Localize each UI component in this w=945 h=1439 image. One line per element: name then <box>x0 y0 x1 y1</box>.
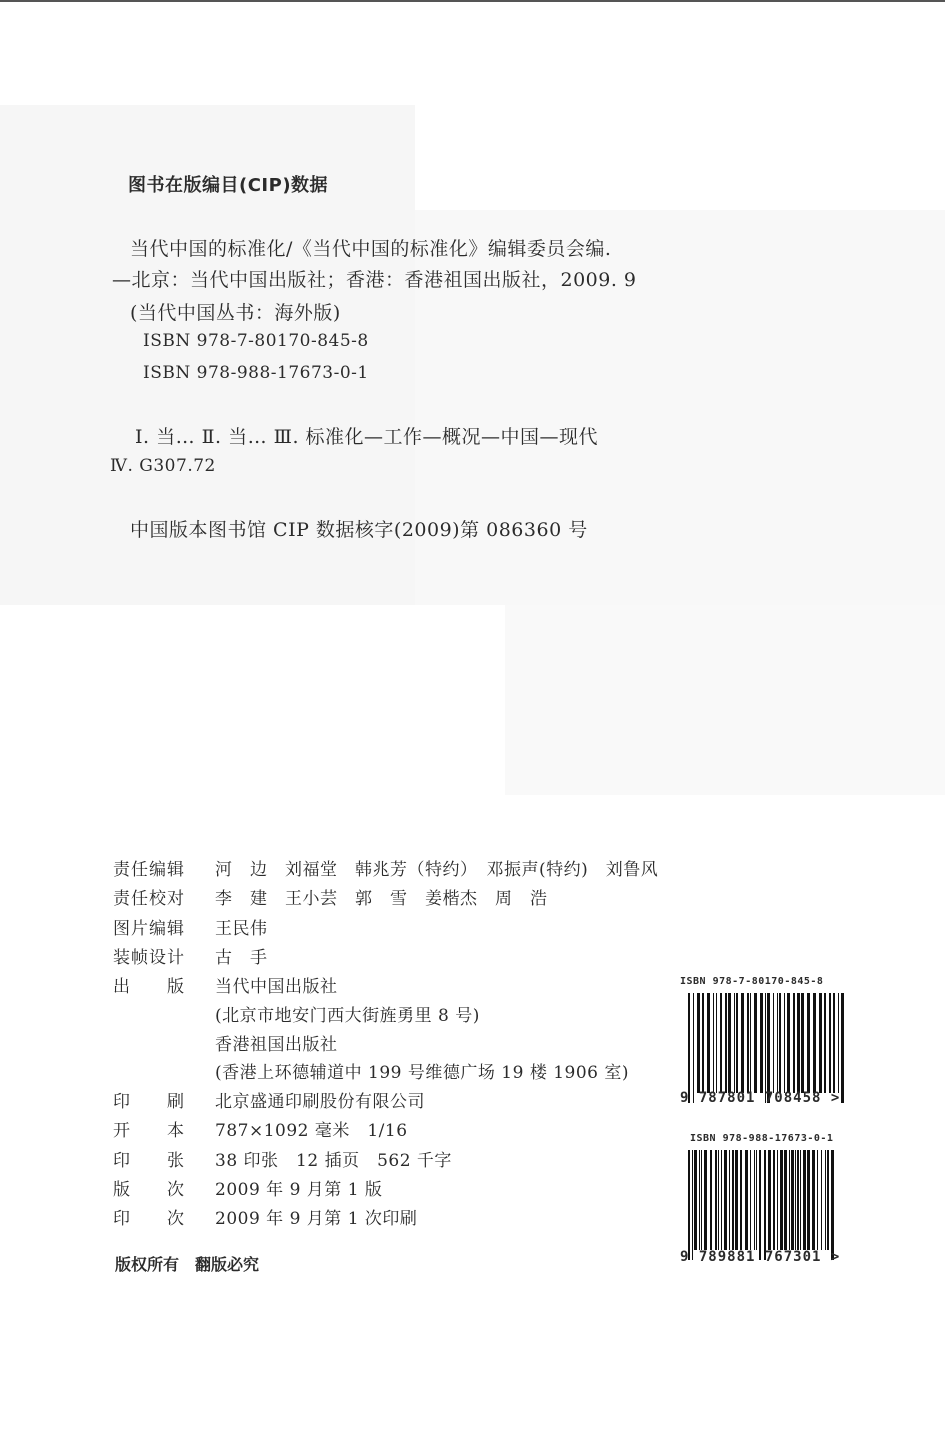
barcode-bar <box>736 993 738 1093</box>
barcode-isbn-label: ISBN 978-7-80170-845-8 <box>680 976 824 987</box>
barcode-bar <box>779 993 781 1093</box>
barcode-bar <box>756 1150 757 1250</box>
barcode-bar <box>732 1150 734 1250</box>
credit-value: 王民伟 <box>215 919 268 939</box>
barcode-digits: 9 787801 708458 > <box>680 1090 841 1106</box>
barcode-bar <box>702 993 704 1093</box>
cip-verification: 中国版本图书馆 CIP 数据核字(2009)第 086360 号 <box>130 519 588 541</box>
cip-publisher-line: —北京：当代中国出版社；香港：香港祖国出版社，2009. 9 <box>112 269 637 291</box>
credit-value: 河 边 刘福堂 韩兆芳（特约） 邓振声(特约) 刘鲁风 <box>215 860 659 880</box>
credit-value: 古 手 <box>215 948 268 968</box>
credit-label: 图片编辑 <box>113 919 185 939</box>
barcode-bar <box>829 993 831 1093</box>
credit-value: 李 建 王小芸 郭 雪 姜楷杰 周 浩 <box>215 889 548 909</box>
barcode-bar <box>787 993 790 1093</box>
barcode-bar <box>838 993 839 1093</box>
credit-label: 版 次 <box>113 1180 185 1200</box>
credit-value: 787×1092 毫米 1/16 <box>215 1121 408 1141</box>
barcode-bar <box>716 993 717 1093</box>
barcode-bar <box>807 1150 810 1250</box>
barcode-bar <box>718 1150 719 1250</box>
barcode-bar <box>773 993 774 1093</box>
barcode-bar <box>707 993 710 1093</box>
barcode-bar <box>764 1150 766 1260</box>
credit-value: 38 印张 12 插页 562 千字 <box>215 1151 452 1171</box>
barcode-bar <box>800 1150 801 1250</box>
barcode-bar <box>741 993 744 1093</box>
barcode-bar <box>825 1150 826 1250</box>
credit-label: 印 刷 <box>113 1092 185 1112</box>
credit-value: 当代中国出版社 <box>215 977 338 997</box>
barcode-bar <box>793 993 795 1093</box>
barcode-bar <box>692 1150 693 1260</box>
barcode-bar <box>765 993 766 1103</box>
barcode-isbn-label: ISBN 978-988-17673-0-1 <box>690 1133 834 1144</box>
credit-label: 责任校对 <box>113 889 185 909</box>
barcode-bar <box>821 1150 822 1250</box>
barcode-bar <box>734 993 735 1093</box>
barcode-bar <box>710 1150 712 1250</box>
credit-value: 香港祖国出版社 <box>215 1035 338 1055</box>
barcode-bar <box>841 993 844 1103</box>
barcode-bar <box>801 993 804 1093</box>
credit-value: 2009 年 9 月第 1 次印刷 <box>215 1209 418 1229</box>
barcode-bar <box>807 993 810 1093</box>
barcode-bar <box>750 993 751 1093</box>
cip-series-line: (当代中国丛书：海外版) <box>130 302 341 324</box>
credit-value: (北京市地安门西大街旌勇里 8 号) <box>215 1006 480 1026</box>
barcode-bar <box>791 1150 794 1250</box>
barcode-bar <box>745 1150 748 1250</box>
barcode-bars <box>688 993 848 1093</box>
barcode-bar <box>767 993 770 1103</box>
barcode-bar <box>735 1150 738 1250</box>
barcode-bar <box>729 1150 730 1250</box>
cip-isbn-1: ISBN 978-7-80170-845-8 <box>143 331 369 351</box>
barcode-bar <box>725 993 727 1093</box>
barcode-bar <box>795 1150 796 1250</box>
barcode-1 <box>680 976 850 1106</box>
credit-value: 北京盛通印刷股份有限公司 <box>215 1092 425 1112</box>
barcode-bar <box>728 993 731 1093</box>
barcode-bar <box>817 1150 818 1250</box>
barcode-bar <box>819 993 822 1093</box>
barcode-bar <box>704 1150 707 1250</box>
copyright-notice: 版权所有 翻版必究 <box>115 1255 260 1274</box>
barcode-bar <box>701 1150 702 1250</box>
barcode-bar <box>784 993 785 1093</box>
credit-value: (香港上环德辅道中 199 号维德广场 19 楼 1906 室) <box>215 1063 630 1083</box>
barcode-bar <box>824 993 826 1093</box>
credit-label: 责任编辑 <box>113 860 185 880</box>
barcode-bar <box>694 1150 697 1250</box>
barcode-bar <box>750 1150 751 1250</box>
barcode-bar <box>713 993 714 1093</box>
barcode-bar <box>784 1150 787 1250</box>
credit-label: 装帧设计 <box>113 948 185 968</box>
barcode-bar <box>780 1150 783 1250</box>
barcode-bar <box>797 993 800 1093</box>
barcode-bar <box>715 1150 717 1250</box>
barcode-bar <box>721 1150 722 1250</box>
cip-title-line: 当代中国的标准化/《当代中国的标准化》编辑委员会编. <box>130 238 612 260</box>
barcode-bar <box>789 1150 790 1250</box>
barcode-bar <box>720 993 722 1093</box>
barcode-digits: 9 789881 767301 > <box>680 1249 841 1265</box>
barcode-bar <box>827 1150 829 1250</box>
cip-isbn-2: ISBN 978-988-17673-0-1 <box>143 363 369 383</box>
barcode-bar <box>777 993 778 1093</box>
barcode-bar <box>688 1150 690 1260</box>
credit-label: 印 次 <box>113 1209 185 1229</box>
barcode-bar <box>777 1150 778 1250</box>
barcode-bar <box>803 1150 806 1250</box>
barcode-bars <box>688 1150 836 1250</box>
credit-label: 出 版 <box>113 977 185 997</box>
barcode-bar <box>768 1150 771 1250</box>
barcode-bar <box>797 1150 799 1250</box>
barcode-bar <box>740 1150 742 1250</box>
credit-label: 印 张 <box>113 1151 185 1171</box>
barcode-bar <box>813 993 816 1093</box>
barcode-bar <box>688 993 690 1103</box>
barcode-bar <box>699 1150 700 1250</box>
barcode-bar <box>760 993 763 1093</box>
page-shade <box>505 605 945 795</box>
credit-value: 2009 年 9 月第 1 版 <box>215 1180 383 1200</box>
barcode-bar <box>754 993 757 1093</box>
cip-classification: Ⅳ. G307.72 <box>110 456 216 476</box>
barcode-bar <box>831 1150 834 1260</box>
top-rule <box>0 0 945 2</box>
barcode-bar <box>747 993 749 1093</box>
barcode-bar <box>724 1150 727 1250</box>
barcode-bar <box>693 993 694 1103</box>
credit-label: 开 本 <box>113 1121 185 1141</box>
barcode-bar <box>812 1150 815 1250</box>
barcode-bar <box>697 993 700 1093</box>
cip-subject-line: Ⅰ. 当… Ⅱ. 当… Ⅲ. 标准化—工作—概况—中国—现代 <box>135 426 599 448</box>
barcode-bar <box>754 1150 755 1250</box>
barcode-bar <box>833 993 835 1093</box>
cip-heading: 图书在版编目(CIP)数据 <box>128 175 329 196</box>
barcode-2 <box>680 1133 850 1265</box>
barcode-bar <box>759 1150 761 1260</box>
barcode-bar <box>773 1150 775 1250</box>
